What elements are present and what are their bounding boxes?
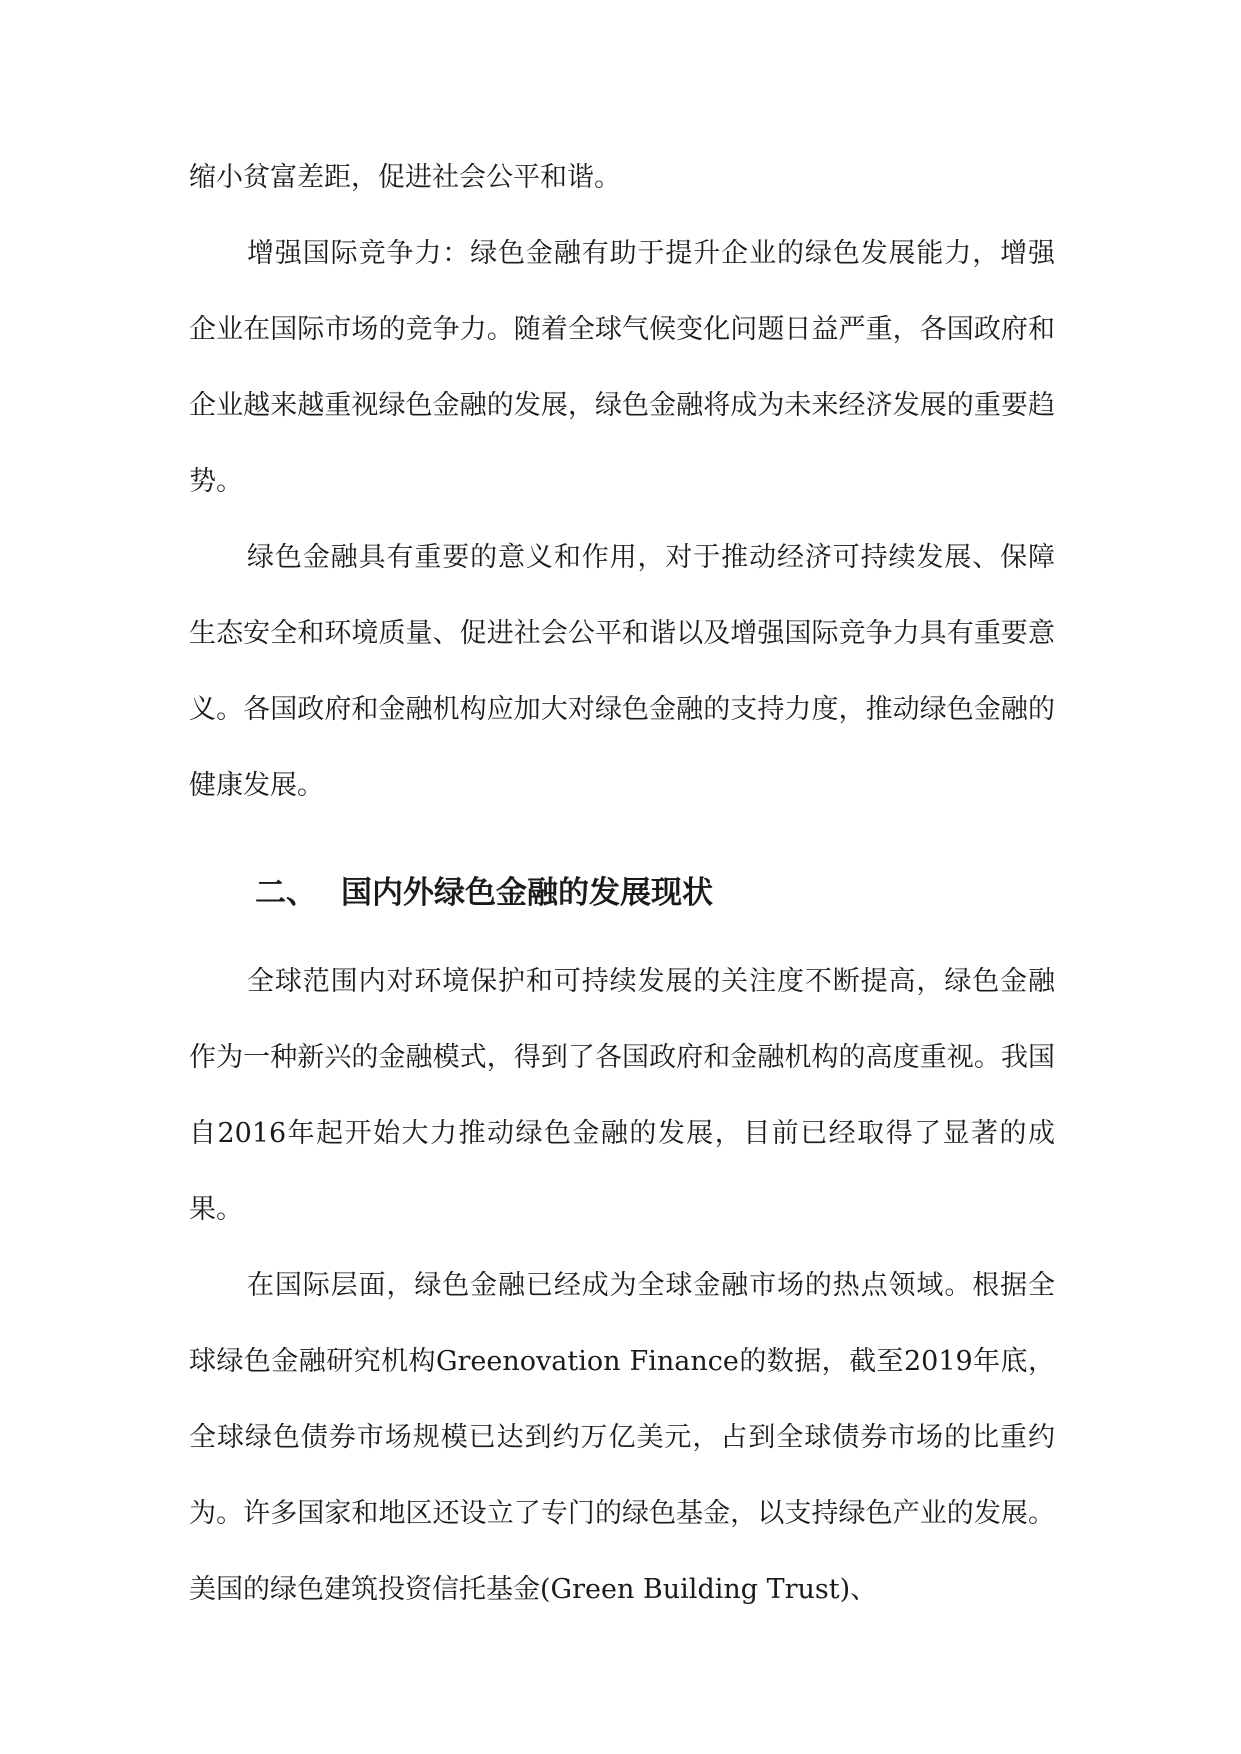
paragraph: 缩小贫富差距，促进社会公平和谐。 [189,162,621,193]
paragraph: 增强国际竞争力：绿色金融有助于提升企业的绿色发展能力，增强企业在国际市场的竞争力。随着全球气候变化问题日益严重，各国政府和企业越来越重视绿色金融的发展，绿色金融将成为未来经济发展的重要趋势。 [189,238,1055,497]
document-body [189,140,1055,1628]
section-title: 国内外绿色金融的发展现状 [341,875,713,911]
paragraph: 绿色金融具有重要的意义和作用，对于推动经济可持续发展、保障生态安全和环境质量、促进社会公平和谐以及增强国际竞争力具有重要意义。各国政府和金融机构应加大对绿色金融的支持力度，推动绿色金融的健康发展。 [189,542,1055,801]
section-number: 二、 [255,875,317,911]
section-heading [189,850,1055,936]
paragraph: 在国际层面，绿色金融已经成为全球金融市场的热点领域。根据全球绿色金融研究机构Greenovation Finance的数据，截至2019年底，全球绿色债券市场规模已达到约万亿美元，占到全球债券市场的比重约为。许多国家和地区还设立了专门的绿色基金，以支持绿色产业的发展。美国的绿色建筑投资信托基金(Green Building Trust)、 [189,1270,1055,1605]
paragraph: 全球范围内对环境保护和可持续发展的关注度不断提高，绿色金融作为一种新兴的金融模式，得到了各国政府和金融机构的高度重视。我国自2016年起开始大力推动绿色金融的发展，目前已经取得了显著的成果。 [189,966,1055,1225]
